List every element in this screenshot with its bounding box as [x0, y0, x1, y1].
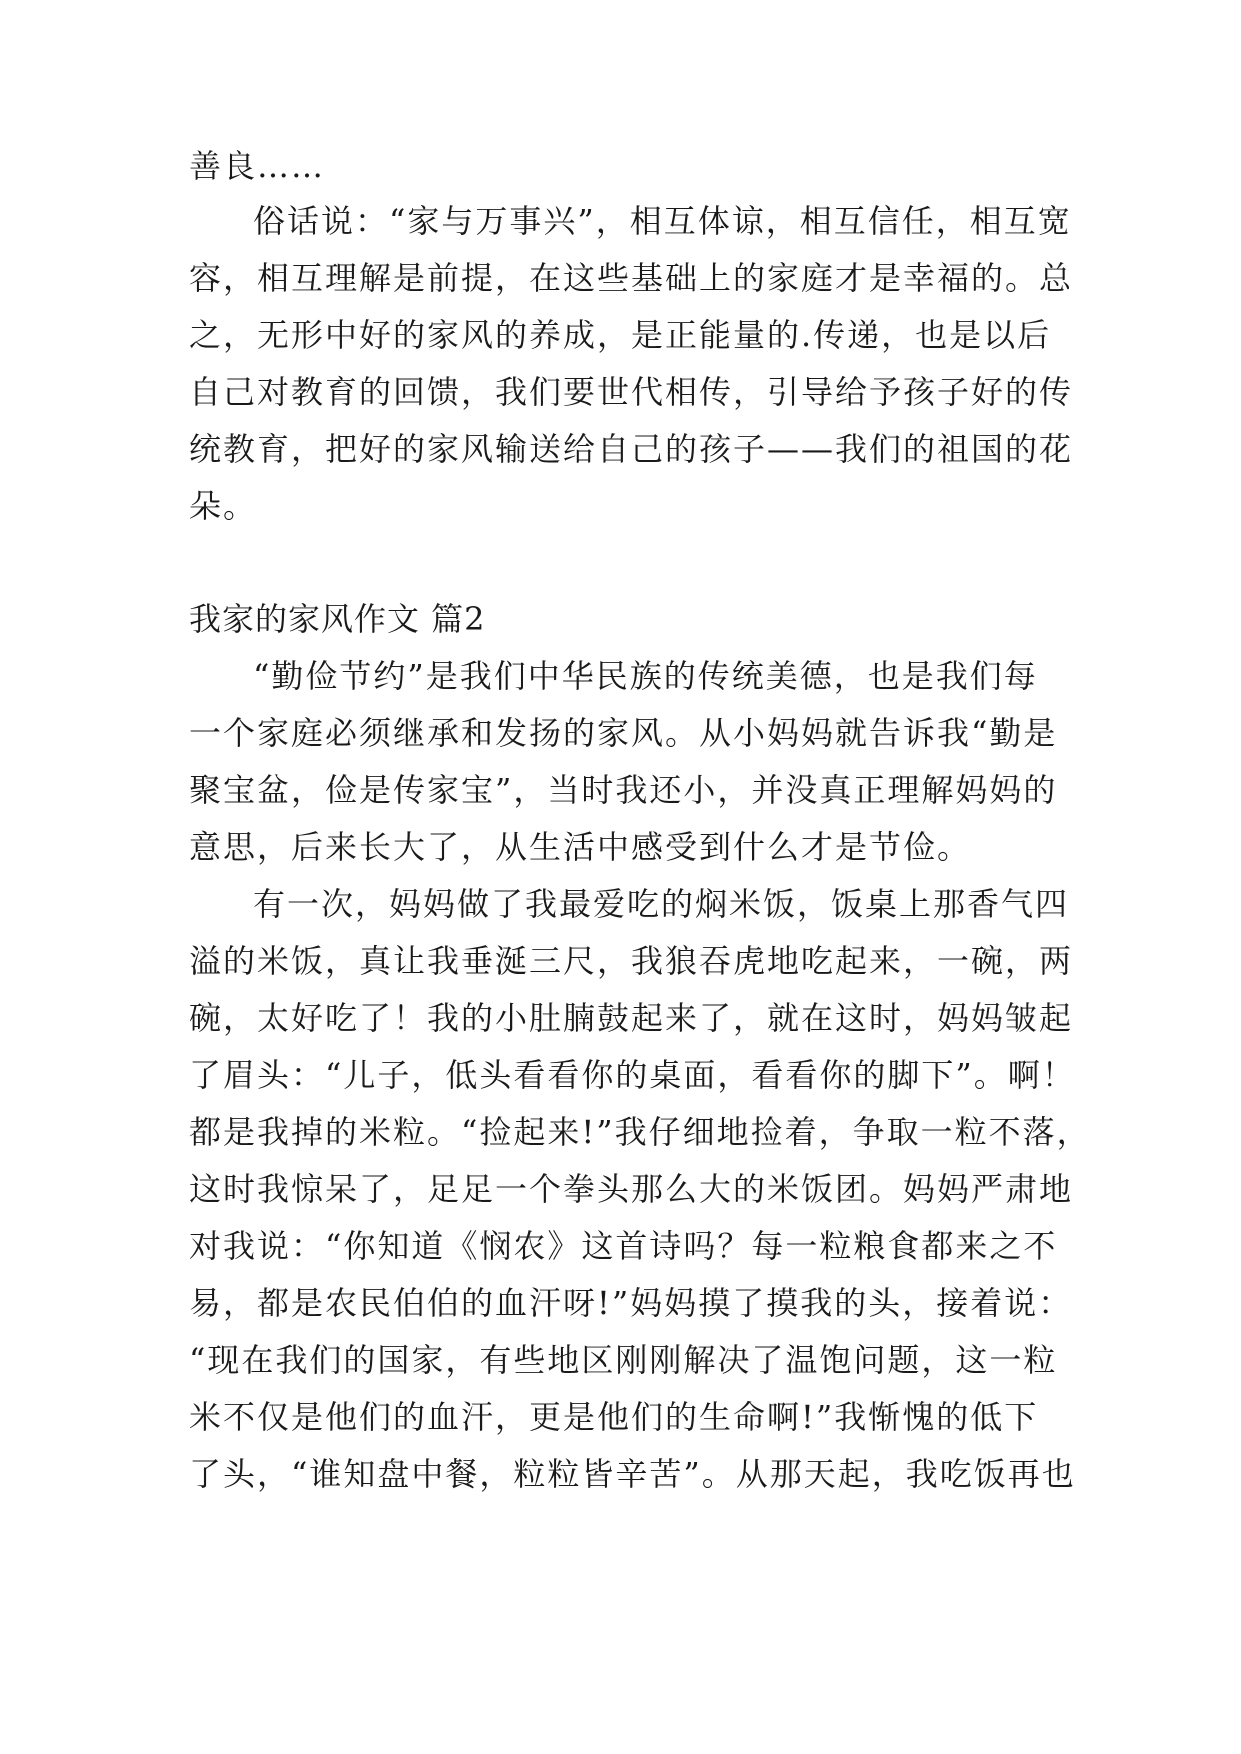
paragraph-line: 米不仅是他们的血汗，更是他们的生命啊!”我惭愧的低下	[189, 1398, 1039, 1436]
paragraph-line: “勤俭节约”是我们中华民族的传统美德，也是我们每	[253, 657, 1038, 695]
paragraph-line: 对我说：“你知道《悯农》这首诗吗？每一粒粮食都来之不	[189, 1227, 1058, 1265]
text-line: 善良……	[189, 147, 326, 185]
paragraph-line: 易，都是农民伯伯的血汗呀!”妈妈摸了摸我的头，接着说：	[189, 1284, 1073, 1322]
paragraph-line: 容，相互理解是前提，在这些基础上的家庭才是幸福的。总	[189, 259, 1074, 297]
paragraph-line: 了眉头：“儿子，低头看看你的桌面，看看你的脚下”。啊！	[189, 1056, 1076, 1094]
paragraph-line: 聚宝盆，俭是传家宝”，当时我还小，并没真正理解妈妈的	[189, 771, 1058, 809]
paragraph-line: 统教育，把好的家风输送给自己的孩子——我们的祖国的花	[189, 430, 1074, 468]
paragraph-line: 朵。	[189, 487, 258, 525]
paragraph-line: 俗话说：“家与万事兴”，相互体谅，相互信任，相互宽	[253, 202, 1072, 240]
paragraph-line: 一个家庭必须继承和发扬的家风。从小妈妈就告诉我“勤是	[189, 714, 1058, 752]
paragraph-line: 这时我惊呆了，足足一个拳头那么大的米饭团。妈妈严肃地	[189, 1170, 1074, 1208]
paragraph-line: 溢的米饭，真让我垂涎三尺，我狼吞虎地吃起来，一碗，两	[189, 942, 1074, 980]
paragraph-line: 碗，太好吃了！我的小肚腩鼓起来了，就在这时，妈妈皱起	[189, 999, 1074, 1037]
paragraph-line: 都是我掉的米粒。“捡起来!”我仔细地捡着，争取一粒不落，	[189, 1113, 1091, 1151]
paragraph-line: 了头，“谁知盘中餐，粒粒皆辛苦”。从那天起，我吃饭再也	[189, 1455, 1076, 1493]
paragraph-line: 意思，后来长大了，从生活中感受到什么才是节俭。	[189, 828, 972, 866]
paragraph-line: 自己对教育的回馈，我们要世代相传，引导给予孩子好的传	[189, 373, 1074, 411]
section-heading: 我家的家风作文 篇2	[189, 600, 486, 638]
paragraph-line: 之，无形中好的家风的养成，是正能量的.传递，也是以后	[189, 316, 1052, 354]
paragraph-line: 有一次，妈妈做了我最爱吃的焖米饭，饭桌上那香气四	[253, 885, 1070, 923]
paragraph-line: “现在我们的国家，有些地区刚刚解决了温饱问题，这一粒	[189, 1341, 1058, 1379]
